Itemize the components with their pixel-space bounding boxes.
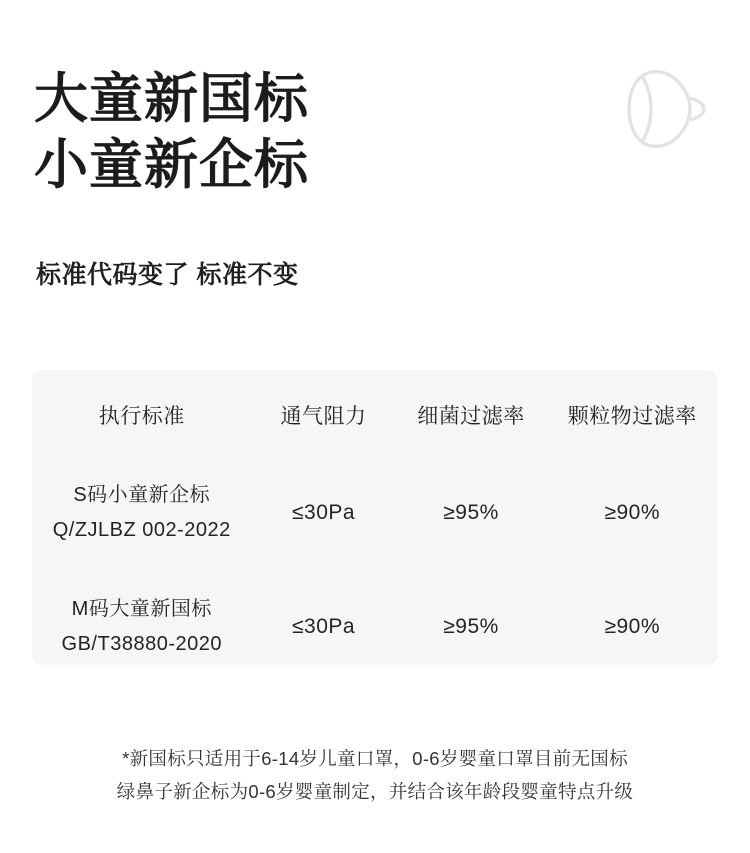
cell-standard [32,570,252,684]
cell-standard-line1: M码大童新国标 [71,598,212,620]
cell-breath-resistance: ≤30Pa [292,501,356,524]
cell-standard-line2: GB/T38880-2020 [61,633,222,655]
cell-standard-line1: S码小童新企标 [73,484,211,506]
cell-standard [32,456,252,570]
standards-table-card [32,370,718,665]
table-header-row [32,370,718,456]
table-header-standard: 执行标准 [98,405,185,428]
page-subtitle: 标准代码变了 标准不变 [36,261,299,289]
table-row [32,570,718,684]
cell-bacteria-filtration: ≥95% [443,615,499,638]
table-row [32,456,718,570]
headline-line-1: 大童新国标 [34,69,309,129]
standards-table [32,370,718,684]
cell-particle-filtration: ≥90% [604,501,661,524]
page-title [34,66,554,198]
table-header-bacteria-filtration: 细菌过滤率 [417,405,525,428]
face-mask-outline-icon [612,68,712,150]
table-header-breath-resistance: 通气阻力 [280,405,367,428]
headline-line-2: 小童新企标 [34,135,309,195]
table-header-particle-filtration: 颗粒物过滤率 [567,405,697,428]
footnote-line-2: 绿鼻子新企标为0-6岁婴童制定，并结合该年龄段婴童特点升级 [116,781,634,802]
cell-bacteria-filtration: ≥95% [443,501,499,524]
footnote [0,742,750,808]
footnote-line-1: *新国标只适用于6-14岁儿童口罩，0-6岁婴童口罩目前无国标 [122,748,628,769]
cell-particle-filtration: ≥90% [604,615,661,638]
cell-standard-line2: Q/ZJLBZ 002-2022 [52,519,231,541]
cell-breath-resistance: ≤30Pa [292,615,356,638]
